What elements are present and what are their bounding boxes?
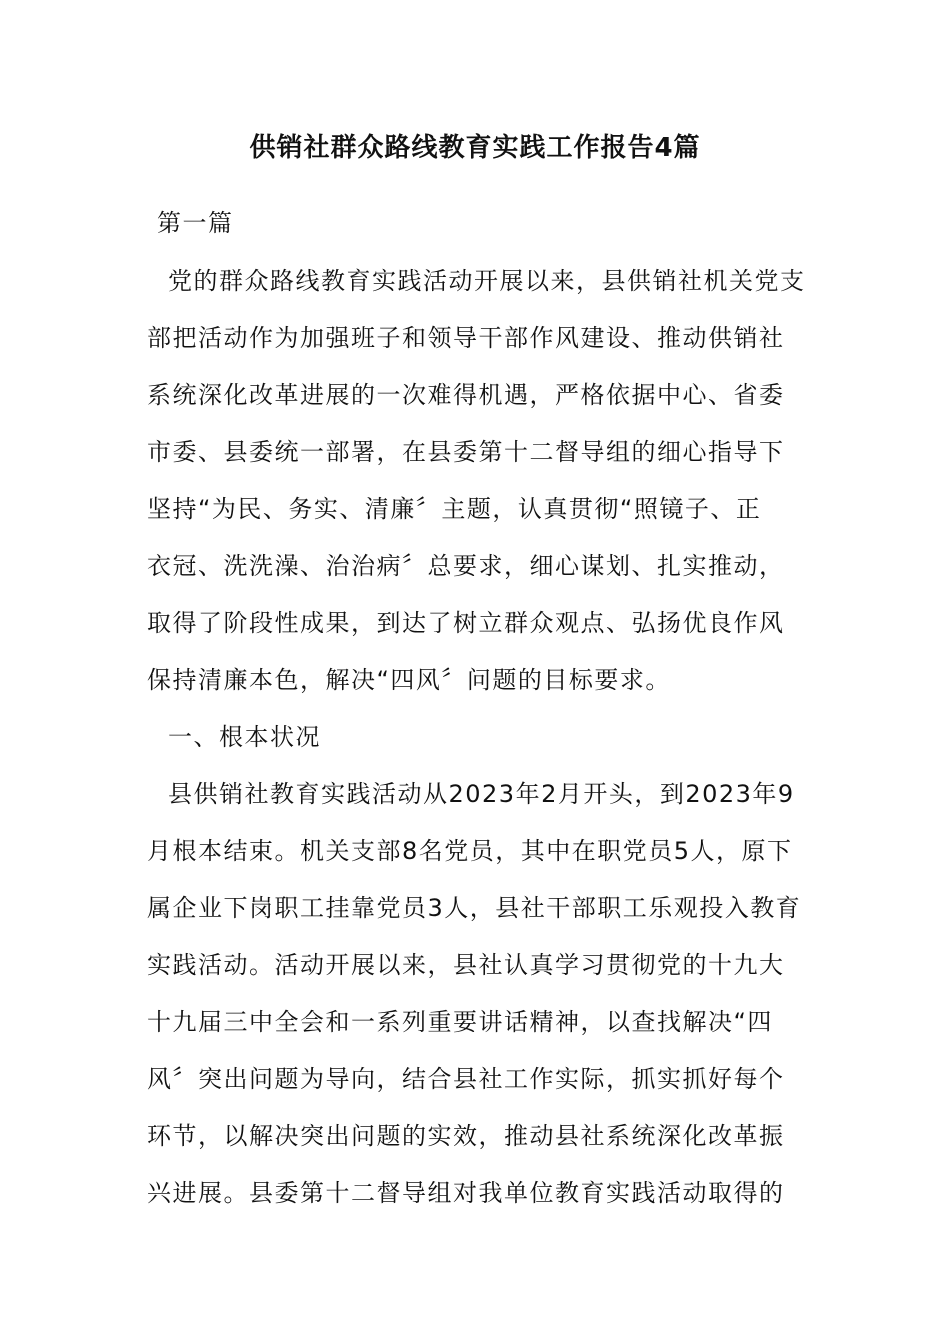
paragraph-line: 市委、县委统一部署，在县委第十二督导组的细心指导下 bbox=[147, 438, 785, 466]
paragraph-line: 风〞突出问题为导向，结合县社工作实际，抓实抓好每个 bbox=[147, 1065, 785, 1093]
paragraph-line: 衣冠、洗洗澡、治治病〞总要求，细心谋划、扎实推动， bbox=[147, 552, 785, 580]
paragraph-line: 县供销社教育实践活动从2023年2月开头，到2023年9 bbox=[168, 780, 795, 808]
paragraph-line: 实践活动。活动开展以来，县社认真学习贯彻党的十九大 bbox=[147, 951, 785, 979]
paragraph-line: 部把活动作为加强班子和领导干部作风建设、推动供销社 bbox=[147, 324, 785, 352]
paragraph-line: 兴进展。县委第十二督导组对我单位教育实践活动取得的 bbox=[147, 1179, 785, 1207]
paragraph-line: 党的群众路线教育实践活动开展以来，县供销社机关党支 bbox=[168, 267, 806, 295]
paragraph-line: 十九届三中全会和一系列重要讲话精神，以查找解决“四 bbox=[147, 1008, 773, 1036]
document-title: 供销社群众路线教育实践工作报告4篇 bbox=[249, 133, 701, 163]
section-heading: 一、根本状况 bbox=[168, 723, 321, 751]
paragraph-line: 月根本结束。机关支部8名党员，其中在职党员5人，原下 bbox=[147, 837, 793, 865]
paragraph-line: 属企业下岗职工挂靠党员3人，县社干部职工乐观投入教育 bbox=[147, 894, 802, 922]
paragraph-line: 保持清廉本色，解决“四风〞问题的目标要求。 bbox=[147, 666, 671, 694]
paragraph-line: 环节，以解决突出问题的实效，推动县社系统深化改革振 bbox=[147, 1122, 785, 1150]
part-label: 第一篇 bbox=[157, 209, 234, 237]
paragraph-line: 坚持“为民、务实、清廉〞主题，认真贯彻“照镜子、正 bbox=[147, 495, 762, 523]
paragraph-line: 系统深化改革进展的一次难得机遇，严格依据中心、省委 bbox=[147, 381, 785, 409]
paragraph-line: 取得了阶段性成果，到达了树立群众观点、弘扬优良作风 bbox=[147, 609, 785, 637]
